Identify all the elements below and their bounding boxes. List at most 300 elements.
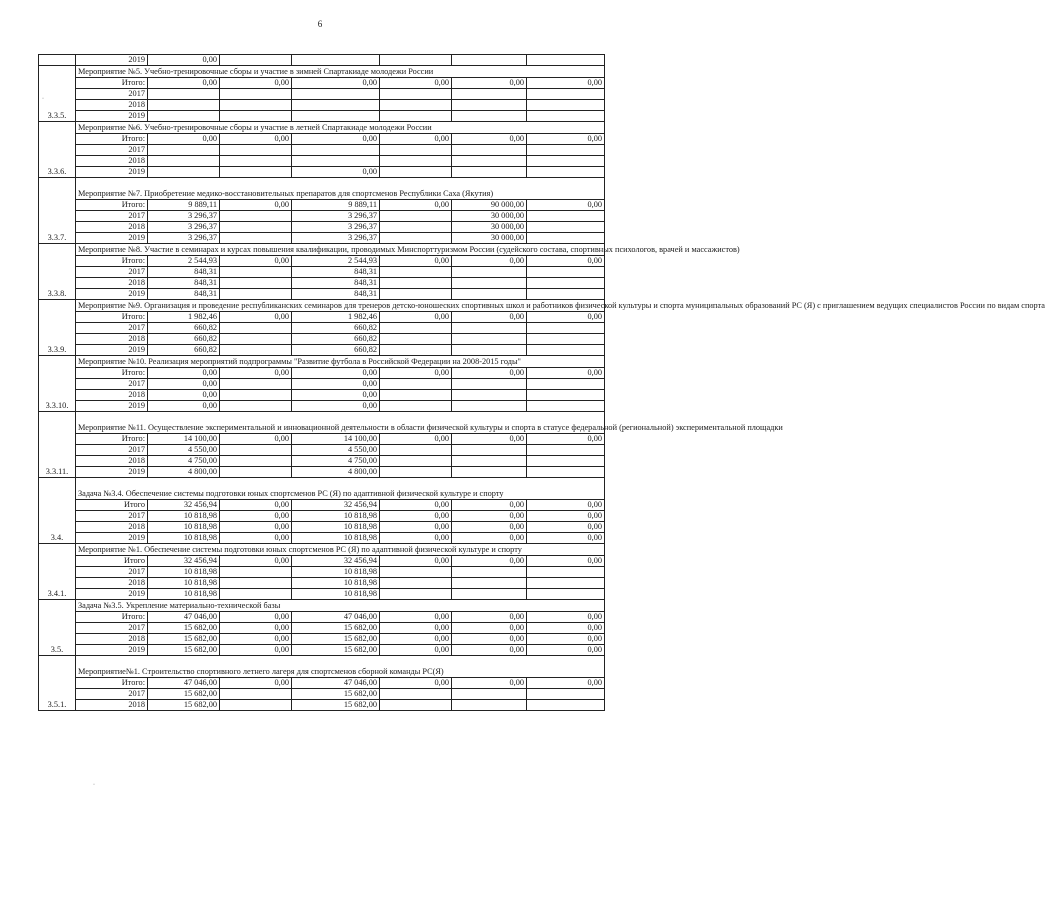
- value-cell: [527, 467, 605, 478]
- value-cell: [452, 278, 527, 289]
- value-cell: 10 818,98: [292, 511, 380, 522]
- table-row: [39, 111, 605, 122]
- row-label: 2018: [76, 390, 148, 401]
- scan-speck: ·: [42, 96, 44, 102]
- value-cell: [220, 323, 292, 334]
- value-cell: [220, 167, 292, 178]
- value-cell: [452, 700, 527, 711]
- value-cell: 15 682,00: [292, 700, 380, 711]
- value-cell: 0,00: [220, 634, 292, 645]
- value-cell: [452, 390, 527, 401]
- value-cell: [527, 156, 605, 167]
- section-code: 3.3.10.: [39, 356, 76, 412]
- table-row: [39, 689, 605, 700]
- value-cell: [527, 700, 605, 711]
- row-label: Итого:: [76, 434, 148, 445]
- value-cell: 0,00: [527, 612, 605, 623]
- section-title: Мероприятие №6. Учебно-тренировочные сборы и участие в летней Спартакиаде молодежи России: [76, 122, 605, 134]
- value-cell: [452, 467, 527, 478]
- value-cell: [380, 100, 452, 111]
- value-cell: [220, 401, 292, 412]
- value-cell: [148, 145, 220, 156]
- value-cell: 0,00: [220, 533, 292, 544]
- value-cell: 30 000,00: [452, 233, 527, 244]
- value-cell: 0,00: [452, 533, 527, 544]
- value-cell: 0,00: [527, 312, 605, 323]
- value-cell: [380, 379, 452, 390]
- value-cell: [220, 145, 292, 156]
- table-row: [39, 334, 605, 345]
- table-row: [39, 345, 605, 356]
- value-cell: 15 682,00: [292, 623, 380, 634]
- value-cell: [527, 589, 605, 600]
- value-cell: 0,00: [220, 612, 292, 623]
- value-cell: 4 750,00: [148, 456, 220, 467]
- value-cell: 2 544,93: [148, 256, 220, 267]
- value-cell: [452, 267, 527, 278]
- value-cell: [452, 156, 527, 167]
- value-cell: [380, 456, 452, 467]
- value-cell: 10 818,98: [148, 511, 220, 522]
- row-label: 2017: [76, 267, 148, 278]
- value-cell: 660,82: [292, 334, 380, 345]
- value-cell: 4 750,00: [292, 456, 380, 467]
- value-cell: 848,31: [292, 278, 380, 289]
- table-row: [39, 78, 605, 89]
- value-cell: 15 682,00: [148, 700, 220, 711]
- value-cell: 0,00: [292, 379, 380, 390]
- section-title-row: [39, 600, 605, 612]
- value-cell: 0,00: [452, 78, 527, 89]
- section-title: Мероприятие №11. Осуществление экспериментальной и инновационной деятельности в области физической культуры и спорта в статусе федеральной (региональной) экспериментальной площадки: [76, 412, 605, 434]
- value-cell: [220, 289, 292, 300]
- value-cell: 9 889,11: [292, 200, 380, 211]
- value-cell: [220, 567, 292, 578]
- row-label: Итого:: [76, 312, 148, 323]
- row-label: 2018: [76, 456, 148, 467]
- value-cell: 3 296,37: [292, 233, 380, 244]
- value-cell: [220, 156, 292, 167]
- row-label: 2017: [76, 145, 148, 156]
- value-cell: [380, 323, 452, 334]
- value-cell: [220, 233, 292, 244]
- section-title-row: [39, 66, 605, 78]
- value-cell: [527, 345, 605, 356]
- row-label: Итого:: [76, 256, 148, 267]
- value-cell: 660,82: [148, 334, 220, 345]
- value-cell: 0,00: [527, 200, 605, 211]
- value-cell: 0,00: [527, 623, 605, 634]
- value-cell: 0,00: [380, 522, 452, 533]
- section-title: Мероприятие №9. Организация и проведение республиканских семинаров для тренеров детско-юношеских спортивных школ и работников физической культуры и спорта муниципальных образований РС (Я) с приглашением ведущих специалистов России по видам спорта: [76, 300, 605, 312]
- value-cell: [452, 689, 527, 700]
- value-cell: 10 818,98: [292, 589, 380, 600]
- value-cell: 10 818,98: [292, 578, 380, 589]
- value-cell: [527, 222, 605, 233]
- table-row: [39, 156, 605, 167]
- value-cell: 0,00: [527, 511, 605, 522]
- value-cell: 0,00: [220, 256, 292, 267]
- table-row: [39, 522, 605, 533]
- section-title: Мероприятие№1. Строительство спортивного летнего лагеря для спортсменов сборной команды РС(Я): [76, 656, 605, 678]
- row-label: 2017: [76, 511, 148, 522]
- section-code: 3.3.11.: [39, 412, 76, 478]
- value-cell: 0,00: [380, 78, 452, 89]
- section-title-row: [39, 122, 605, 134]
- row-label: 2019: [76, 345, 148, 356]
- value-cell: [148, 167, 220, 178]
- value-cell: 90 000,00: [452, 200, 527, 211]
- value-cell: [380, 278, 452, 289]
- value-cell: 0,00: [292, 167, 380, 178]
- value-cell: 0,00: [380, 612, 452, 623]
- value-cell: [220, 111, 292, 122]
- value-cell: 0,00: [220, 368, 292, 379]
- table-body: [39, 55, 1045, 711]
- value-cell: 0,00: [452, 634, 527, 645]
- value-cell: 10 818,98: [148, 589, 220, 600]
- value-cell: [527, 456, 605, 467]
- section-title-row: [39, 300, 605, 312]
- value-cell: [220, 55, 292, 66]
- value-cell: 3 296,37: [292, 211, 380, 222]
- value-cell: 3 296,37: [292, 222, 380, 233]
- value-cell: [380, 289, 452, 300]
- value-cell: [452, 578, 527, 589]
- row-label: Итого: [76, 500, 148, 511]
- value-cell: [380, 401, 452, 412]
- row-label: Итого:: [76, 78, 148, 89]
- value-cell: [380, 567, 452, 578]
- value-cell: 0,00: [380, 256, 452, 267]
- value-cell: [452, 567, 527, 578]
- value-cell: 0,00: [452, 511, 527, 522]
- table-row: [39, 233, 605, 244]
- value-cell: 1 982,46: [292, 312, 380, 323]
- value-cell: 0,00: [452, 645, 527, 656]
- value-cell: 10 818,98: [292, 567, 380, 578]
- value-cell: [380, 167, 452, 178]
- value-cell: 660,82: [148, 345, 220, 356]
- value-cell: 0,00: [527, 368, 605, 379]
- value-cell: 0,00: [292, 78, 380, 89]
- value-cell: [452, 100, 527, 111]
- value-cell: 0,00: [380, 556, 452, 567]
- section-code: 3.3.5.: [39, 66, 76, 122]
- row-label: 2017: [76, 89, 148, 100]
- value-cell: 4 800,00: [148, 467, 220, 478]
- value-cell: 0,00: [380, 368, 452, 379]
- value-cell: [220, 345, 292, 356]
- value-cell: 0,00: [220, 78, 292, 89]
- table-row: [39, 678, 605, 689]
- value-cell: [380, 145, 452, 156]
- scan-speck: ·: [93, 782, 95, 788]
- value-cell: 0,00: [220, 134, 292, 145]
- value-cell: 0,00: [380, 533, 452, 544]
- value-cell: [452, 589, 527, 600]
- value-cell: 47 046,00: [292, 612, 380, 623]
- value-cell: 848,31: [148, 267, 220, 278]
- value-cell: [380, 111, 452, 122]
- table-row: [39, 456, 605, 467]
- value-cell: 848,31: [292, 267, 380, 278]
- row-label: 2018: [76, 522, 148, 533]
- value-cell: [292, 89, 380, 100]
- value-cell: [220, 222, 292, 233]
- section-code: 3.5.1.: [39, 656, 76, 711]
- value-cell: 10 818,98: [292, 533, 380, 544]
- value-cell: 0,00: [380, 500, 452, 511]
- value-cell: [292, 55, 380, 66]
- value-cell: 15 682,00: [292, 645, 380, 656]
- value-cell: 15 682,00: [148, 689, 220, 700]
- value-cell: [527, 323, 605, 334]
- value-cell: 32 456,94: [292, 500, 380, 511]
- value-cell: 0,00: [220, 312, 292, 323]
- value-cell: 0,00: [527, 556, 605, 567]
- section-title: Задача №3.4. Обеспечение системы подготовки юных спортсменов РС (Я) по адаптивной физической культуре и спорту: [76, 478, 605, 500]
- section-code: 3.4.: [39, 478, 76, 544]
- value-cell: [380, 445, 452, 456]
- row-label: 2019: [76, 401, 148, 412]
- value-cell: 0,00: [527, 256, 605, 267]
- value-cell: [220, 467, 292, 478]
- value-cell: [380, 233, 452, 244]
- row-label: 2019: [76, 467, 148, 478]
- value-cell: 0,00: [452, 434, 527, 445]
- table-row: [39, 578, 605, 589]
- value-cell: 0,00: [380, 434, 452, 445]
- table-row: [39, 500, 605, 511]
- value-cell: 0,00: [220, 678, 292, 689]
- value-cell: 10 818,98: [148, 567, 220, 578]
- value-cell: [380, 578, 452, 589]
- table-row: [39, 401, 605, 412]
- value-cell: [380, 345, 452, 356]
- value-cell: 848,31: [292, 289, 380, 300]
- section-title: Мероприятие №5. Учебно-тренировочные сборы и участие в зимней Спартакиаде молодежи России: [76, 66, 605, 78]
- table-row: [39, 390, 605, 401]
- table-row: [39, 700, 605, 711]
- value-cell: [452, 111, 527, 122]
- value-cell: [220, 689, 292, 700]
- table-row: [39, 289, 605, 300]
- value-cell: [452, 167, 527, 178]
- value-cell: [292, 111, 380, 122]
- value-cell: [452, 345, 527, 356]
- value-cell: [452, 289, 527, 300]
- table-row: [39, 167, 605, 178]
- row-label: 2018: [76, 578, 148, 589]
- row-label: Итого:: [76, 612, 148, 623]
- value-cell: 0,00: [220, 200, 292, 211]
- row-label: Итого:: [76, 200, 148, 211]
- value-cell: 0,00: [527, 134, 605, 145]
- section-code: 3.4.1.: [39, 544, 76, 600]
- value-cell: 0,00: [380, 634, 452, 645]
- value-cell: [220, 100, 292, 111]
- value-cell: [220, 578, 292, 589]
- value-cell: 0,00: [380, 511, 452, 522]
- value-cell: [220, 390, 292, 401]
- table-row: [39, 278, 605, 289]
- row-label: 2018: [76, 156, 148, 167]
- table-row: [39, 567, 605, 578]
- row-label: 2017: [76, 623, 148, 634]
- row-label: 2019: [76, 289, 148, 300]
- section-title: Задача №3.5. Укрепление материально-технической базы: [76, 600, 605, 612]
- value-cell: 30 000,00: [452, 211, 527, 222]
- value-cell: 0,00: [148, 390, 220, 401]
- value-cell: [220, 89, 292, 100]
- value-cell: 4 800,00: [292, 467, 380, 478]
- value-cell: [452, 456, 527, 467]
- value-cell: 10 818,98: [148, 522, 220, 533]
- section-title: Мероприятие №10. Реализация мероприятий подпрограммы "Развитие футбола в Российской Федерации на 2008-2015 годы": [76, 356, 605, 368]
- value-cell: 15 682,00: [148, 645, 220, 656]
- value-cell: [380, 156, 452, 167]
- table-row: [39, 645, 605, 656]
- row-label: 2019: [76, 233, 148, 244]
- value-cell: [380, 89, 452, 100]
- value-cell: 0,00: [380, 134, 452, 145]
- value-cell: 3 296,37: [148, 211, 220, 222]
- section-code: 3.3.9.: [39, 300, 76, 356]
- value-cell: [452, 379, 527, 390]
- value-cell: 0,00: [452, 368, 527, 379]
- row-label: 2018: [76, 100, 148, 111]
- section-code: 3.3.7.: [39, 178, 76, 244]
- row-label: 2018: [76, 334, 148, 345]
- value-cell: 848,31: [148, 278, 220, 289]
- value-cell: 10 818,98: [292, 522, 380, 533]
- row-label: Итого:: [76, 368, 148, 379]
- value-cell: 0,00: [527, 533, 605, 544]
- value-cell: [527, 334, 605, 345]
- table-row: [39, 200, 605, 211]
- value-cell: [220, 267, 292, 278]
- value-cell: 15 682,00: [292, 634, 380, 645]
- value-cell: 1 982,46: [148, 312, 220, 323]
- value-cell: [452, 445, 527, 456]
- table-row: [39, 267, 605, 278]
- row-label: 2018: [76, 634, 148, 645]
- value-cell: 0,00: [148, 379, 220, 390]
- budget-table: [38, 54, 1045, 711]
- value-cell: [527, 689, 605, 700]
- value-cell: 660,82: [292, 345, 380, 356]
- value-cell: [292, 145, 380, 156]
- value-cell: 14 100,00: [148, 434, 220, 445]
- value-cell: 0,00: [148, 401, 220, 412]
- value-cell: 0,00: [452, 623, 527, 634]
- value-cell: [292, 156, 380, 167]
- row-label: 2019: [76, 55, 148, 66]
- row-label: 2018: [76, 700, 148, 711]
- value-cell: 0,00: [380, 623, 452, 634]
- value-cell: 3 296,37: [148, 233, 220, 244]
- value-cell: 0,00: [220, 623, 292, 634]
- value-cell: 10 818,98: [148, 578, 220, 589]
- table-row: [39, 533, 605, 544]
- value-cell: 0,00: [452, 134, 527, 145]
- value-cell: [527, 111, 605, 122]
- section-code: 3.5.: [39, 600, 76, 656]
- value-cell: [527, 89, 605, 100]
- value-cell: 14 100,00: [292, 434, 380, 445]
- value-cell: 0,00: [292, 401, 380, 412]
- value-cell: 47 046,00: [148, 678, 220, 689]
- section-title: Мероприятие №7. Приобретение медико-восстановительных препаратов для спортсменов Республики Саха (Якутия): [76, 178, 605, 200]
- page-number: 6: [317, 19, 323, 29]
- section-title-row: [39, 478, 605, 500]
- value-cell: [527, 567, 605, 578]
- value-cell: 0,00: [452, 522, 527, 533]
- table-row: [39, 312, 605, 323]
- value-cell: 0,00: [380, 312, 452, 323]
- value-cell: 2 544,93: [292, 256, 380, 267]
- section-title-row: [39, 656, 605, 678]
- value-cell: 0,00: [292, 134, 380, 145]
- table-row: [39, 379, 605, 390]
- row-label: 2019: [76, 533, 148, 544]
- value-cell: 0,00: [220, 645, 292, 656]
- section-title-row: [39, 178, 605, 200]
- value-cell: 4 550,00: [148, 445, 220, 456]
- value-cell: [220, 445, 292, 456]
- section-code: 3.3.8.: [39, 244, 76, 300]
- value-cell: [380, 689, 452, 700]
- value-cell: [527, 578, 605, 589]
- value-cell: [527, 233, 605, 244]
- section-title-row: [39, 412, 605, 434]
- value-cell: [220, 456, 292, 467]
- value-cell: 0,00: [220, 434, 292, 445]
- value-cell: 0,00: [220, 522, 292, 533]
- value-cell: 0,00: [527, 522, 605, 533]
- value-cell: 3 296,37: [148, 222, 220, 233]
- value-cell: 15 682,00: [148, 623, 220, 634]
- row-label: 2017: [76, 689, 148, 700]
- value-cell: [452, 323, 527, 334]
- value-cell: 0,00: [292, 390, 380, 401]
- value-cell: [527, 379, 605, 390]
- table-row: [39, 100, 605, 111]
- value-cell: [292, 100, 380, 111]
- value-cell: 47 046,00: [148, 612, 220, 623]
- value-cell: 0,00: [220, 511, 292, 522]
- table-row: [39, 55, 605, 66]
- value-cell: [380, 267, 452, 278]
- value-cell: [380, 222, 452, 233]
- section-title: Мероприятие №8. Участие в семинарах и курсах повышения квалификации, проводимых Минспорттуризмом России (судейского состава, спортивных психологов, врачей и массажистов): [76, 244, 605, 256]
- section-title-row: [39, 244, 605, 256]
- value-cell: [220, 334, 292, 345]
- value-cell: 0,00: [452, 256, 527, 267]
- value-cell: 0,00: [452, 678, 527, 689]
- value-cell: 0,00: [292, 368, 380, 379]
- row-label: 2017: [76, 445, 148, 456]
- value-cell: [380, 700, 452, 711]
- value-cell: [452, 401, 527, 412]
- value-cell: [527, 278, 605, 289]
- value-cell: [527, 445, 605, 456]
- row-label: 2017: [76, 211, 148, 222]
- table-row: [39, 467, 605, 478]
- value-cell: 30 000,00: [452, 222, 527, 233]
- value-cell: 0,00: [220, 556, 292, 567]
